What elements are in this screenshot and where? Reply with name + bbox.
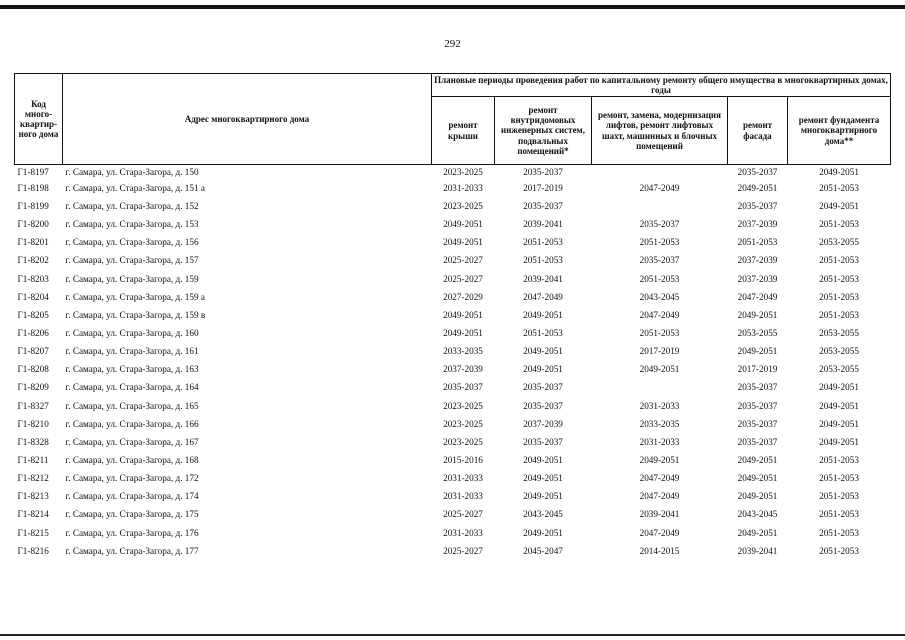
- house-code-cell: Г1-8211: [17, 455, 49, 466]
- address-cell: г. Самара, ул. Стара-Загора, д. 157: [65, 255, 199, 266]
- elevator-period-cell: 2014-2015: [639, 545, 680, 556]
- elevator-period-cell: 2051-2053: [639, 273, 680, 284]
- table-row: [15, 524, 891, 542]
- elevator-period-cell: 2039-2041: [639, 509, 680, 520]
- table-row: [15, 288, 891, 306]
- roof-period-cell: 2025-2027: [443, 255, 483, 266]
- elevator-period-cell: 2047-2049: [639, 491, 680, 502]
- house-code-cell: Г1-8204: [17, 291, 49, 302]
- foundation-period-cell: 2049-2051: [819, 166, 859, 177]
- engineering-period-cell: 2035-2037: [523, 166, 563, 177]
- elevator-period-cell: [592, 165, 728, 180]
- house-code-cell: Г1-8216: [17, 545, 49, 556]
- roof-period-cell: 2025-2027: [443, 545, 483, 556]
- address-cell: г. Самара, ул. Стара-Загора, д. 166: [65, 418, 199, 429]
- house-code-cell: Г1-8207: [17, 346, 49, 357]
- roof-period-cell: 2033-2035: [443, 346, 483, 357]
- engineering-period-cell: 2035-2037: [523, 400, 563, 411]
- address-cell: г. Самара, ул. Стара-Загора, д. 159: [65, 273, 199, 284]
- elevator-period-cell: 2035-2037: [639, 255, 680, 266]
- house-code-cell: Г1-8198: [17, 182, 49, 193]
- table-row: [15, 397, 891, 415]
- elevator-period-cell: 2047-2049: [639, 527, 680, 538]
- address-cell: г. Самара, ул. Стара-Загора, д. 172: [65, 473, 199, 484]
- foundation-period-cell: 2049-2051: [819, 382, 859, 393]
- foundation-period-cell: 2051-2053: [819, 309, 859, 320]
- address-cell: г. Самара, ул. Стара-Загора, д. 159 а: [65, 291, 205, 302]
- engineering-period-cell: 2043-2045: [523, 509, 563, 520]
- engineering-period-cell: 2049-2051: [523, 455, 563, 466]
- table-row: [15, 342, 891, 360]
- table-row: [15, 451, 891, 469]
- address-cell: г. Самара, ул. Стара-Загора, д. 164: [65, 382, 199, 393]
- house-code-cell: Г1-8327: [17, 400, 49, 411]
- address-cell: г. Самара, ул. Стара-Загора, д. 160: [65, 328, 199, 339]
- table-row: [15, 215, 891, 233]
- foundation-period-cell: 2053-2055: [819, 364, 859, 375]
- engineering-period-cell: 2051-2053: [523, 237, 563, 248]
- engineering-period-cell: 2017-2019: [523, 182, 563, 193]
- facade-period-cell: 2049-2051: [737, 527, 778, 538]
- facade-period-cell: 2035-2037: [737, 382, 778, 393]
- engineering-period-cell: 2051-2053: [523, 328, 563, 339]
- roof-period-cell: 2023-2025: [443, 166, 483, 177]
- house-code-cell: Г1-8201: [17, 237, 49, 248]
- table-row: [15, 270, 891, 288]
- facade-period-cell: 2049-2051: [737, 346, 778, 357]
- roof-period-cell: 2049-2051: [443, 309, 483, 320]
- header-planned-periods: Плановые периоды проведения работ по капитальному ремонту общего имущества в многоквартирных домах, годы: [432, 74, 891, 97]
- foundation-period-cell: 2051-2053: [819, 527, 859, 538]
- foundation-period-cell: 2053-2055: [819, 328, 859, 339]
- house-code-cell: Г1-8203: [17, 273, 49, 284]
- roof-period-cell: 2025-2027: [443, 273, 483, 284]
- elevator-period-cell: 2017-2019: [639, 346, 680, 357]
- foundation-period-cell: 2051-2053: [819, 491, 859, 502]
- elevator-period-cell: 2031-2033: [639, 436, 680, 447]
- foundation-period-cell: 2051-2053: [819, 182, 859, 193]
- roof-period-cell: 2031-2033: [443, 491, 483, 502]
- foundation-period-cell: 2051-2053: [819, 219, 859, 230]
- table-row: [15, 487, 891, 505]
- house-code-cell: Г1-8328: [17, 436, 49, 447]
- address-cell: г. Самара, ул. Стара-Загора, д. 161: [65, 346, 199, 357]
- elevator-period-cell: 2035-2037: [639, 219, 680, 230]
- facade-period-cell: 2035-2037: [737, 166, 778, 177]
- elevator-period-cell: 2051-2053: [639, 328, 680, 339]
- address-cell: г. Самара, ул. Стара-Загора, д. 152: [65, 201, 199, 212]
- table-row: [15, 179, 891, 197]
- engineering-period-cell: 2035-2037: [523, 382, 563, 393]
- facade-period-cell: 2035-2037: [737, 201, 778, 212]
- roof-period-cell: 2023-2025: [443, 418, 483, 429]
- table-row: [15, 379, 891, 397]
- foundation-period-cell: 2053-2055: [819, 346, 859, 357]
- roof-period-cell: 2031-2033: [443, 473, 483, 484]
- roof-period-cell: 2023-2025: [443, 201, 483, 212]
- house-code-cell: Г1-8199: [17, 201, 49, 212]
- foundation-period-cell: 2053-2055: [819, 237, 859, 248]
- house-code-cell: Г1-8213: [17, 491, 49, 502]
- foundation-period-cell: 2051-2053: [819, 545, 859, 556]
- house-code-cell: Г1-8210: [17, 418, 49, 429]
- elevator-period-cell: 2051-2053: [639, 237, 680, 248]
- roof-period-cell: 2037-2039: [443, 364, 483, 375]
- facade-period-cell: 2037-2039: [737, 273, 778, 284]
- table-row: [15, 252, 891, 270]
- table-row: [15, 542, 891, 560]
- header-foundation-repair: ремонт фундамента многоквартирного дома**: [788, 97, 891, 165]
- roof-period-cell: 2031-2033: [443, 182, 483, 193]
- header-code: Код много-квартир-ного дома: [15, 74, 63, 165]
- elevator-period-cell: 2047-2049: [639, 309, 680, 320]
- facade-period-cell: 2035-2037: [737, 400, 778, 411]
- address-cell: г. Самара, ул. Стара-Загора, д. 174: [65, 491, 199, 502]
- engineering-period-cell: 2035-2037: [523, 201, 563, 212]
- facade-period-cell: 2049-2051: [737, 309, 778, 320]
- address-cell: г. Самара, ул. Стара-Загора, д. 175: [65, 509, 199, 520]
- address-cell: г. Самара, ул. Стара-Загора, д. 159 в: [65, 309, 206, 320]
- foundation-period-cell: 2051-2053: [819, 255, 859, 266]
- house-code-cell: Г1-8215: [17, 527, 49, 538]
- foundation-period-cell: 2051-2053: [819, 273, 859, 284]
- bottom-border-line: [0, 634, 905, 636]
- header-roof-repair: ремонт крыши: [432, 97, 495, 165]
- top-border-line: [0, 5, 905, 9]
- capital-repair-schedule-table: [14, 73, 891, 560]
- house-code-cell: Г1-8209: [17, 382, 49, 393]
- elevator-period-cell: 2049-2051: [639, 455, 680, 466]
- elevator-period-cell: [592, 197, 728, 215]
- house-code-cell: Г1-8214: [17, 509, 49, 520]
- facade-period-cell: 2051-2053: [737, 237, 778, 248]
- facade-period-cell: 2017-2019: [737, 364, 778, 375]
- foundation-period-cell: 2051-2053: [819, 455, 859, 466]
- engineering-period-cell: 2049-2051: [523, 473, 563, 484]
- facade-period-cell: 2049-2051: [737, 182, 778, 193]
- table-row: [15, 360, 891, 378]
- table-row: [15, 197, 891, 215]
- address-cell: г. Самара, ул. Стара-Загора, д. 153: [65, 219, 199, 230]
- address-cell: г. Самара, ул. Стара-Загора, д. 151 а: [65, 182, 205, 193]
- header-facade-repair: ремонт фасада: [728, 97, 788, 165]
- header-address: Адрес многоквартирного дома: [63, 74, 432, 165]
- foundation-period-cell: 2051-2053: [819, 509, 859, 520]
- roof-period-cell: 2015-2016: [443, 455, 483, 466]
- header-elevators: ремонт, замена, модернизация лифтов, ремонт лифтовых шахт, машинных и блочных помещений: [592, 97, 728, 165]
- engineering-period-cell: 2045-2047: [523, 545, 563, 556]
- address-cell: г. Самара, ул. Стара-Загора, д. 165: [65, 400, 199, 411]
- table-row: [15, 233, 891, 251]
- table-row: [15, 506, 891, 524]
- engineering-period-cell: 2049-2051: [523, 491, 563, 502]
- facade-period-cell: 2037-2039: [737, 219, 778, 230]
- facade-period-cell: 2037-2039: [737, 255, 778, 266]
- roof-period-cell: 2035-2037: [443, 382, 483, 393]
- elevator-period-cell: 2031-2033: [639, 400, 680, 411]
- house-code-cell: Г1-8208: [17, 364, 49, 375]
- elevator-period-cell: 2033-2035: [639, 418, 680, 429]
- header-engineering-systems: ремонт внутридомовых инженерных систем, подвальных помещений*: [495, 97, 592, 165]
- facade-period-cell: 2035-2037: [737, 418, 778, 429]
- foundation-period-cell: 2049-2051: [819, 436, 859, 447]
- foundation-period-cell: 2049-2051: [819, 201, 859, 212]
- roof-period-cell: 2023-2025: [443, 436, 483, 447]
- table-row: [15, 415, 891, 433]
- address-cell: г. Самара, ул. Стара-Загора, д. 177: [65, 545, 199, 556]
- engineering-period-cell: 2049-2051: [523, 364, 563, 375]
- elevator-period-cell: 2049-2051: [639, 364, 680, 375]
- page-number: 292: [444, 38, 461, 50]
- house-code-cell: Г1-8212: [17, 473, 49, 484]
- engineering-period-cell: 2039-2041: [523, 273, 563, 284]
- roof-period-cell: 2031-2033: [443, 527, 483, 538]
- table-body: [15, 165, 891, 560]
- engineering-period-cell: 2037-2039: [523, 418, 563, 429]
- engineering-period-cell: 2047-2049: [523, 291, 563, 302]
- facade-period-cell: 2049-2051: [737, 491, 778, 502]
- table-row: [15, 165, 891, 180]
- roof-period-cell: 2027-2029: [443, 291, 483, 302]
- elevator-period-cell: [592, 379, 728, 397]
- engineering-period-cell: 2049-2051: [523, 346, 563, 357]
- elevator-period-cell: 2047-2049: [639, 182, 680, 193]
- facade-period-cell: 2047-2049: [737, 291, 778, 302]
- house-code-cell: Г1-8205: [17, 309, 49, 320]
- foundation-period-cell: 2049-2051: [819, 400, 859, 411]
- roof-period-cell: 2023-2025: [443, 400, 483, 411]
- house-code-cell: Г1-8197: [17, 166, 49, 177]
- engineering-period-cell: 2049-2051: [523, 309, 563, 320]
- engineering-period-cell: 2035-2037: [523, 436, 563, 447]
- address-cell: г. Самара, ул. Стара-Загора, д. 156: [65, 237, 199, 248]
- elevator-period-cell: 2043-2045: [639, 291, 680, 302]
- address-cell: г. Самара, ул. Стара-Загора, д. 176: [65, 527, 199, 538]
- foundation-period-cell: 2049-2051: [819, 418, 859, 429]
- address-cell: г. Самара, ул. Стара-Загора, д. 167: [65, 436, 199, 447]
- table-row: [15, 324, 891, 342]
- roof-period-cell: 2049-2051: [443, 328, 483, 339]
- foundation-period-cell: 2051-2053: [819, 291, 859, 302]
- elevator-period-cell: 2047-2049: [639, 473, 680, 484]
- facade-period-cell: 2035-2037: [737, 436, 778, 447]
- engineering-period-cell: 2049-2051: [523, 527, 563, 538]
- roof-period-cell: 2049-2051: [443, 219, 483, 230]
- house-code-cell: Г1-8202: [17, 255, 49, 266]
- address-cell: г. Самара, ул. Стара-Загора, д. 150: [65, 166, 199, 177]
- table-row: [15, 469, 891, 487]
- roof-period-cell: 2049-2051: [443, 237, 483, 248]
- house-code-cell: Г1-8200: [17, 219, 49, 230]
- facade-period-cell: 2039-2041: [737, 545, 778, 556]
- facade-period-cell: 2049-2051: [737, 473, 778, 484]
- foundation-period-cell: 2051-2053: [819, 473, 859, 484]
- engineering-period-cell: 2039-2041: [523, 219, 563, 230]
- address-cell: г. Самара, ул. Стара-Загора, д. 168: [65, 455, 199, 466]
- engineering-period-cell: 2051-2053: [523, 255, 563, 266]
- house-code-cell: Г1-8206: [17, 328, 49, 339]
- address-cell: г. Самара, ул. Стара-Загора, д. 163: [65, 364, 199, 375]
- facade-period-cell: 2053-2055: [737, 328, 778, 339]
- facade-period-cell: 2049-2051: [737, 455, 778, 466]
- roof-period-cell: 2025-2027: [443, 509, 483, 520]
- table-row: [15, 306, 891, 324]
- table-row: [15, 433, 891, 451]
- facade-period-cell: 2043-2045: [737, 509, 778, 520]
